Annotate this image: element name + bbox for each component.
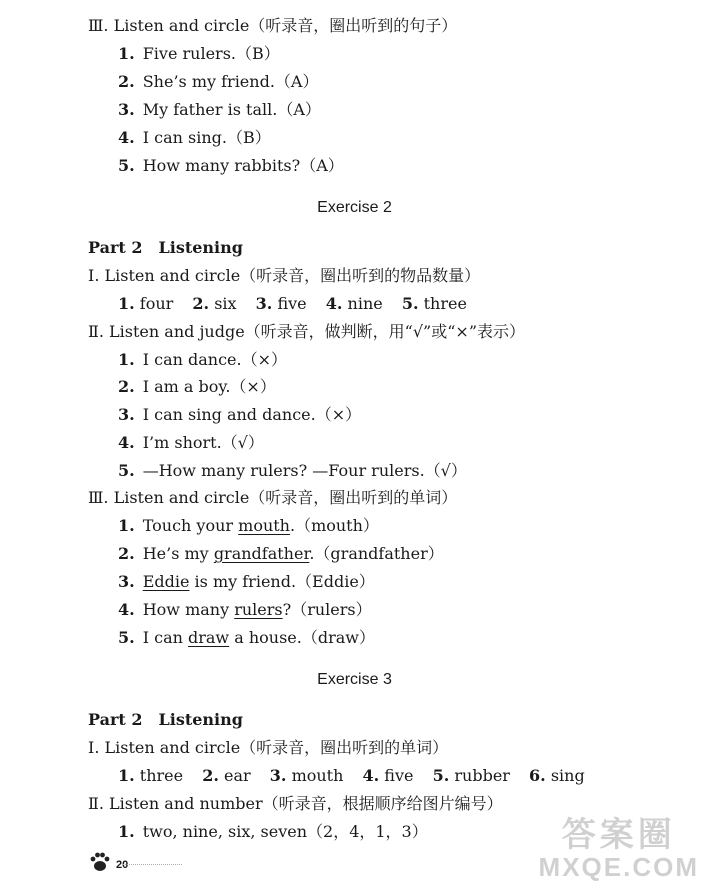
underlined-word: rulers — [234, 600, 283, 619]
item-text: Five rulers.（B） — [142, 44, 280, 63]
item-text: I can sing.（B） — [142, 128, 271, 147]
option: 6. sing — [529, 766, 585, 785]
page-footer — [88, 850, 128, 874]
item-number: 2. — [118, 72, 135, 91]
item-text: My father is tall.（A） — [142, 100, 321, 119]
item-text: She’s my friend.（A） — [142, 72, 319, 91]
item-number: 1. — [118, 44, 135, 63]
item-text: I can dance.（×） — [142, 350, 288, 369]
option: 3. five — [255, 294, 307, 313]
option: 1. three — [118, 766, 184, 785]
option: 4. five — [362, 766, 414, 785]
section-heading: Ⅲ. Listen and circle（听录音，圈出听到的句子） — [88, 16, 458, 35]
option: 5. three — [401, 294, 467, 313]
item-text: —How many rulers? —Four rulers.（√） — [142, 461, 467, 480]
answer-line: 1. Touch your mouth.（mouth） — [118, 516, 379, 535]
item-number: 5. — [118, 461, 135, 480]
option: 5. rubber — [432, 766, 510, 785]
part-heading: Part 2 Listening — [88, 710, 243, 729]
answer-line — [118, 156, 344, 176]
underlined-word: draw — [188, 628, 230, 647]
exercise-title: Exercise 3 — [317, 671, 392, 688]
item-text: How many rabbits?（A） — [142, 156, 344, 175]
page-number: 20 — [116, 859, 129, 871]
item-number: 2. — [118, 377, 135, 396]
answer-line: 5. I can draw a house.（draw） — [118, 628, 375, 647]
part-heading: Part 2 Listening — [88, 238, 243, 257]
underlined-word: Eddie — [142, 572, 190, 591]
section-heading: Ⅲ. Listen and circle（听录音，圈出听到的单词） — [88, 488, 458, 507]
answer-line: 2. He’s my grandfather.（grandfather） — [118, 544, 444, 563]
answer-line — [118, 461, 467, 481]
option: 2. ear — [202, 766, 251, 785]
option: 3. mouth — [269, 766, 344, 785]
underlined-word: grandfather — [213, 544, 310, 563]
item-number: 5. — [118, 156, 135, 175]
exercise-title: Exercise 2 — [317, 199, 392, 216]
item-text: I can sing and dance.（×） — [142, 405, 362, 424]
answer-line — [118, 433, 264, 453]
underlined-word: mouth — [238, 516, 290, 535]
footer-divider — [122, 864, 182, 865]
option: 1. four — [118, 294, 174, 313]
option: 2. six — [192, 294, 237, 313]
item-number: 4. — [118, 433, 135, 452]
section-heading: Ⅰ. Listen and circle（听录音，圈出听到的物品数量） — [88, 266, 481, 285]
answer-line — [118, 128, 271, 148]
item-number: 4. — [118, 128, 135, 147]
item-number: 1. — [118, 350, 135, 369]
item-text: two, nine, six, seven（2，4，1，3） — [142, 822, 428, 841]
site-watermark: 答案圈 MXQE.COM — [538, 816, 699, 882]
answer-options — [118, 294, 467, 314]
answer-line: 3. Eddie is my friend.（Eddie） — [118, 572, 375, 591]
answer-line — [118, 100, 321, 120]
answer-line: 4. How many rulers?（rulers） — [118, 600, 372, 619]
paw-print-icon — [88, 850, 112, 874]
item-text: I am a boy.（×） — [142, 377, 276, 396]
answer-line — [118, 405, 361, 425]
answer-options — [118, 766, 585, 786]
item-number: 1. — [118, 822, 135, 841]
section-heading: Ⅰ. Listen and circle（听录音，圈出听到的单词） — [88, 738, 449, 757]
section-heading: Ⅱ. Listen and number（听录音，根据顺序给图片编号） — [88, 794, 503, 813]
option: 4. nine — [325, 294, 383, 313]
item-number: 3. — [118, 100, 135, 119]
item-number: 3. — [118, 405, 135, 424]
answer-line — [118, 350, 287, 370]
answer-line — [118, 44, 280, 64]
item-text: I’m short.（√） — [142, 433, 264, 452]
answer-line — [118, 72, 318, 92]
answer-line — [118, 377, 276, 397]
answer-line — [118, 822, 428, 842]
section-heading: Ⅱ. Listen and judge（听录音，做判断，用“√”或“×”表示） — [88, 322, 526, 341]
